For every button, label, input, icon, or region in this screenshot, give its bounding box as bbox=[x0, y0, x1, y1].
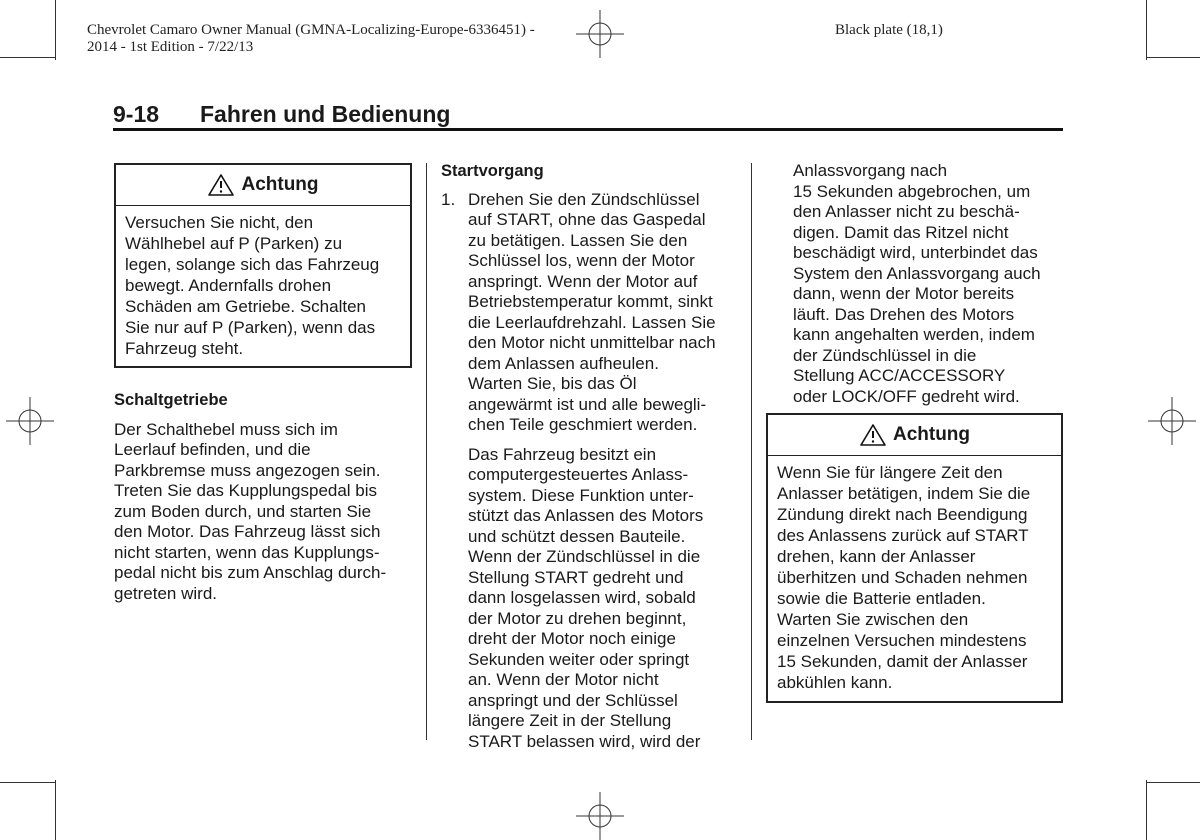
step-line: zu betätigen. Lassen Sie den bbox=[468, 230, 688, 250]
startvorgang-section bbox=[441, 161, 741, 752]
paragraph-line: Das Fahrzeug besitzt ein bbox=[468, 444, 657, 464]
paragraph-line: START belassen wird, wird der bbox=[468, 731, 701, 751]
paragraph-line: nicht starten, wenn das Kupplungs- bbox=[114, 542, 380, 562]
paragraph-line: pedal nicht bis zum Anschlag durch- bbox=[114, 563, 387, 582]
print-meta-line-1: Chevrolet Camaro Owner Manual (GMNA-Localizing-Europe-6336451) - bbox=[87, 22, 535, 38]
registration-mark-top bbox=[576, 10, 624, 58]
paragraph-line: 15 Sekunden abgebrochen, um bbox=[793, 181, 1031, 201]
crop-mark bbox=[1146, 782, 1200, 783]
print-meta-left bbox=[87, 22, 535, 56]
paragraph-line: dann losgelassen wird, sobald bbox=[468, 588, 696, 607]
paragraph-line: stützt das Anlassen des Motors bbox=[468, 506, 704, 525]
paragraph-line: und schützt dessen Bauteile. bbox=[468, 526, 686, 546]
paragraph-line: System den Anlassvorgang auch bbox=[793, 263, 1041, 283]
paragraph-line: Der Schalthebel muss sich im bbox=[114, 419, 338, 439]
caution-line: abkühlen kann. bbox=[777, 673, 893, 692]
caution-box-starter bbox=[766, 413, 1063, 703]
step-1 bbox=[441, 190, 741, 436]
paragraph-line: zum Boden durch, und starten Sie bbox=[114, 501, 372, 521]
paragraph-line: Stellung ACC/ACCESSORY bbox=[793, 366, 1006, 385]
caution-line: Zündung direkt nach Beendigung bbox=[777, 505, 1028, 524]
paragraph-line: dreht der Motor noch einige bbox=[468, 629, 676, 648]
paragraph-line: Parkbremse muss angezogen sein. bbox=[114, 460, 381, 480]
crop-mark bbox=[1146, 780, 1147, 840]
crop-mark bbox=[0, 57, 55, 58]
header-rule bbox=[113, 128, 1063, 131]
paragraph-line: Sekunden weiter oder springt bbox=[468, 649, 690, 669]
crop-mark bbox=[1146, 57, 1200, 58]
schaltgetriebe-section bbox=[114, 390, 412, 604]
print-meta-right: Black plate (18,1) bbox=[835, 22, 943, 38]
step-number: 1. bbox=[441, 189, 456, 209]
paragraph-line: system. Diese Funktion unter- bbox=[468, 485, 694, 505]
caution-line: Fahrzeug steht. bbox=[125, 339, 244, 358]
startvorgang-continued bbox=[766, 161, 1063, 407]
crop-mark bbox=[0, 782, 55, 783]
paragraph-line: Leerlauf befinden, und die bbox=[114, 440, 311, 459]
warning-triangle-icon bbox=[207, 173, 235, 197]
paragraph-line: den Motor. Das Fahrzeug lässt sich bbox=[114, 522, 381, 541]
paragraph-line: Wenn der Zündschlüssel in die bbox=[468, 547, 701, 566]
crop-mark bbox=[55, 0, 56, 60]
startvorgang-paragraph-2 bbox=[441, 445, 741, 753]
warning-triangle-icon bbox=[859, 423, 887, 447]
caution-line: des Anlassens zurück auf START bbox=[777, 526, 1029, 545]
step-line: Drehen Sie den Zündschlüssel bbox=[468, 189, 700, 209]
caution-body bbox=[768, 456, 1061, 693]
caution-line: einzelnen Versuchen mindestens bbox=[777, 631, 1027, 650]
paragraph-line: den Anlasser nicht zu beschä- bbox=[793, 202, 1020, 221]
caution-line: legen, solange sich das Fahrzeug bbox=[125, 255, 380, 274]
caution-line: Schäden am Getriebe. Schalten bbox=[125, 297, 366, 316]
step-line: Betriebstemperatur kommt, sinkt bbox=[468, 292, 713, 311]
caution-header bbox=[768, 415, 1061, 456]
caution-line: Wählhebel auf P (Parken) zu bbox=[125, 234, 343, 253]
paragraph-line: computergesteuertes Anlass- bbox=[468, 465, 689, 484]
page-number: 9-18 bbox=[113, 101, 160, 127]
caution-line: 15 Sekunden, damit der Anlasser bbox=[777, 652, 1028, 671]
caution-line: Warten Sie zwischen den bbox=[777, 610, 969, 629]
step-line: Warten Sie, bis das Öl bbox=[468, 374, 637, 393]
caution-line: überhitzen und Schaden nehmen bbox=[777, 568, 1028, 587]
subheading-schaltgetriebe: Schaltgetriebe bbox=[114, 391, 228, 409]
paragraph-line: beschädigt wird, unterbindet das bbox=[793, 243, 1038, 262]
caution-line: Wenn Sie für längere Zeit den bbox=[777, 463, 1003, 482]
crop-mark bbox=[55, 780, 56, 840]
paragraph-line: Stellung START gedreht und bbox=[468, 567, 684, 587]
step-line: den Motor nicht unmittelbar nach bbox=[468, 333, 716, 352]
step-line: anspringt. Wenn der Motor auf bbox=[468, 271, 698, 291]
step-line: die Leerlaufdrehzahl. Lassen Sie bbox=[468, 312, 716, 332]
paragraph-line: digen. Damit das Ritzel nicht bbox=[793, 222, 1009, 242]
caution-line: sowie die Batterie entladen. bbox=[777, 589, 986, 608]
caution-line: bewegt. Andernfalls drohen bbox=[125, 276, 332, 295]
step-line: dem Anlassen aufheulen. bbox=[468, 353, 659, 373]
paragraph-line: an. Wenn der Motor nicht bbox=[468, 670, 659, 689]
registration-mark-right bbox=[1148, 397, 1196, 445]
startvorgang-paragraph-3 bbox=[766, 161, 1063, 407]
registration-mark-left bbox=[6, 397, 54, 445]
column-divider bbox=[426, 163, 427, 740]
column-divider bbox=[751, 163, 752, 740]
crop-mark bbox=[1146, 0, 1147, 60]
paragraph-line: längere Zeit in der Stellung bbox=[468, 711, 672, 730]
paragraph-line: der Motor zu drehen beginnt, bbox=[468, 608, 687, 628]
subheading-startvorgang: Startvorgang bbox=[441, 162, 544, 180]
caution-line: Versuchen Sie nicht, den bbox=[125, 213, 314, 232]
paragraph-line: Anlassvorgang nach bbox=[793, 161, 948, 180]
caution-body bbox=[116, 206, 410, 359]
caution-box-gear-lever bbox=[114, 163, 412, 368]
step-line: auf START, ohne das Gaspedal bbox=[468, 210, 706, 229]
paragraph-line: der Zündschlüssel in die bbox=[793, 345, 977, 365]
paragraph-line: anspringt und der Schlüssel bbox=[468, 690, 678, 710]
caution-title: Achtung bbox=[241, 174, 319, 195]
paragraph-line: dann, wenn der Motor bereits bbox=[793, 284, 1015, 303]
paragraph-line: Treten Sie das Kupplungspedal bis bbox=[114, 481, 378, 500]
step-line: Schlüssel los, wenn der Motor bbox=[468, 251, 695, 270]
caution-header bbox=[116, 165, 410, 206]
paragraph-line: getreten wird. bbox=[114, 583, 217, 603]
step-line: chen Teile geschmiert werden. bbox=[468, 415, 698, 434]
registration-mark-bottom bbox=[576, 792, 624, 840]
step-line: angewärmt ist und alle bewegli- bbox=[468, 394, 707, 414]
caution-line: Anlasser betätigen, indem Sie die bbox=[777, 484, 1031, 503]
caution-line: drehen, kann der Anlasser bbox=[777, 547, 976, 566]
paragraph-line: oder LOCK/OFF gedreht wird. bbox=[793, 386, 1020, 406]
caution-line: Sie nur auf P (Parken), wenn das bbox=[125, 318, 376, 337]
paragraph-line: läuft. Das Drehen des Motors bbox=[793, 304, 1015, 324]
section-title: Fahren und Bedienung bbox=[200, 101, 451, 127]
step-body bbox=[468, 190, 741, 436]
paragraph-line: kann angehalten werden, indem bbox=[793, 325, 1035, 344]
caution-title: Achtung bbox=[892, 424, 971, 445]
print-meta-line-2: 2014 - 1st Edition - 7/22/13 bbox=[87, 39, 254, 55]
